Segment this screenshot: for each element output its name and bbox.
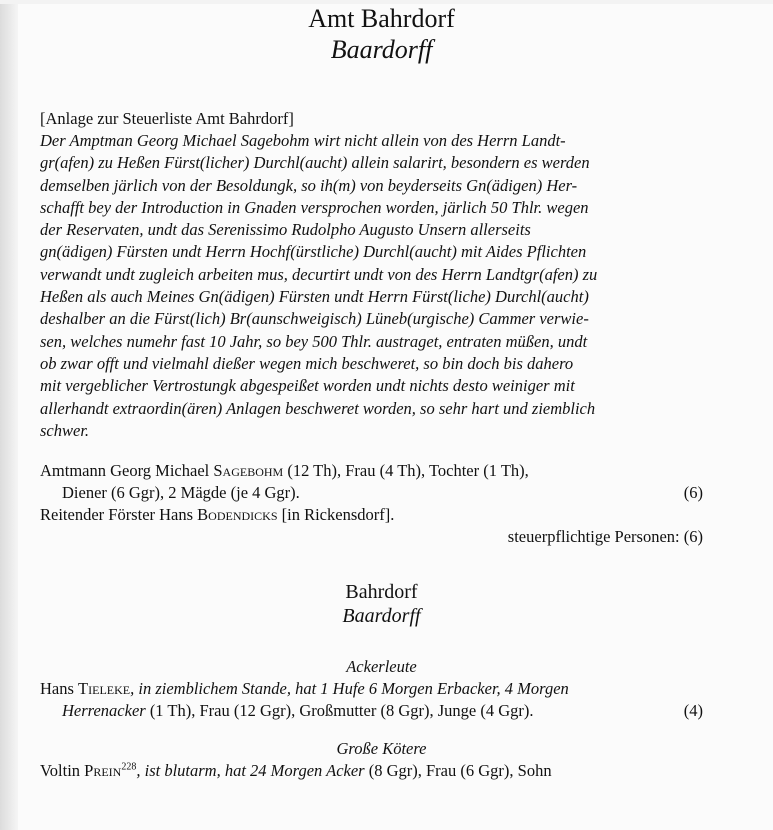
koetere-entries <box>40 760 703 782</box>
place-title: Bahrdorf <box>345 581 418 604</box>
page-subtitle: Baardorff <box>330 35 433 64</box>
place-old-name: Baardorff <box>342 605 421 628</box>
entry-prefix: Reitender Förster Hans <box>40 505 198 525</box>
person-name: Tieleke <box>78 679 131 699</box>
group-heading-ackerleute: Ackerleute <box>346 657 417 677</box>
annex-tag: [Anlage zur Steuerliste Amt Bahrdorf] <box>40 109 294 128</box>
person-name: Sagebohm <box>213 461 284 481</box>
entry-prefix: Hans <box>40 679 79 699</box>
entry-sagebohm <box>40 460 703 482</box>
ackerleute-entries <box>40 678 703 722</box>
entry-prefix: Amtmann Georg Michael <box>40 461 214 481</box>
amt-entries <box>40 460 703 548</box>
annex-line: deshalber an die Fürst(lich) Br(aunschweigisch) Lüneb(urgische) Cammer verwie- <box>40 309 589 329</box>
taxable-persons-summary: steuerpflichtige Personen: (6) <box>507 527 703 547</box>
annex-line: der Reservaten, undt das Serenissimo Rudolpho Augusto Unsern allerseits <box>40 220 531 240</box>
scan-edge <box>0 4 18 830</box>
annex-line: allerhandt extraordin(ären) Anlagen beschweret worden, so sehr hart und ziemblich <box>40 398 596 418</box>
annex-line: Der Amptman Georg Michael Sagebohm wirt nicht allein von des Herrn Landt- <box>40 131 566 150</box>
annex-line: mit vergeblicher Vertrostungk abgespeißet worden undt nichts desto weiniger mit <box>40 376 575 396</box>
entry-text: (8 Ggr), Frau (6 Ggr), Sohn <box>364 761 552 781</box>
annex-line: gn(ädigen) Fürsten undt Herrn Hochf(ürstliche) Durchl(aucht) mit Aides Pflichten <box>40 242 587 262</box>
entry-bodendicks <box>40 504 703 526</box>
entry-tieleke-cont <box>40 700 703 722</box>
page-title: Amt Bahrdorf <box>308 4 455 33</box>
annex-line: sen, welches numehr fast 10 Jahr, so bey 500 Thlr. austraget, entraten müßen, undt <box>40 331 588 351</box>
entry-prefix: Voltin <box>40 761 85 781</box>
person-count: (4) <box>683 701 703 721</box>
entry-prein <box>40 760 703 782</box>
entry-text: Herrenacker <box>62 701 146 721</box>
annex-line: schwer. <box>40 420 90 440</box>
entry-text: , ist blutarm, hat 24 Morgen Acker <box>136 761 365 781</box>
entry-text: Diener (6 Ggr), 2 Mägde (je 4 Ggr). <box>62 483 300 503</box>
group-heading-grosse-koetere: Große Kötere <box>336 739 427 759</box>
entry-text: [in Rickensdorf]. <box>277 505 395 525</box>
person-name: Prein <box>84 761 122 781</box>
entry-text: (1 Th), Frau (12 Ggr), Großmutter (8 Ggr), Junge (4 Ggr). <box>145 701 534 721</box>
annex-line: verwandt undt zugleich arbeiten mus, decurtirt undt von des Herrn Landtgr(afen) zu <box>40 264 598 284</box>
entry-sagebohm-cont <box>40 482 703 504</box>
annex-line: Heßen als auch Meines Gn(ädigen) Fürsten undt Herrn Fürst(liche) Durchl(aucht) <box>40 287 589 307</box>
footnote-marker: 228 <box>121 761 137 773</box>
annex-line: demselben järlich von der Besoldungk, so ih(m) von beyderseits Gn(ädigen) Her- <box>40 175 578 195</box>
annex-text <box>40 130 703 442</box>
annex-line: schafft bey der Introduction in Gnaden versprochen worden, järlich 50 Thlr. wegen <box>40 197 589 217</box>
document-page <box>0 4 773 830</box>
annex-line: gr(afen) zu Heßen Fürst(licher) Durchl(aucht) allein salarirt, besondern es werden <box>40 153 590 173</box>
entry-tieleke <box>40 678 703 700</box>
entry-text: , in ziemblichem Stande, hat 1 Hufe 6 Morgen Erbacker, 4 Morgen <box>130 679 569 699</box>
person-count: (6) <box>683 483 703 503</box>
person-name: Bodendicks <box>197 505 278 525</box>
annex-line: ob zwar offt und vielmahl dießer wegen mich beschweret, so bin doch bis dahero <box>40 353 574 373</box>
entry-text: (12 Th), Frau (4 Th), Tochter (1 Th), <box>283 461 529 481</box>
